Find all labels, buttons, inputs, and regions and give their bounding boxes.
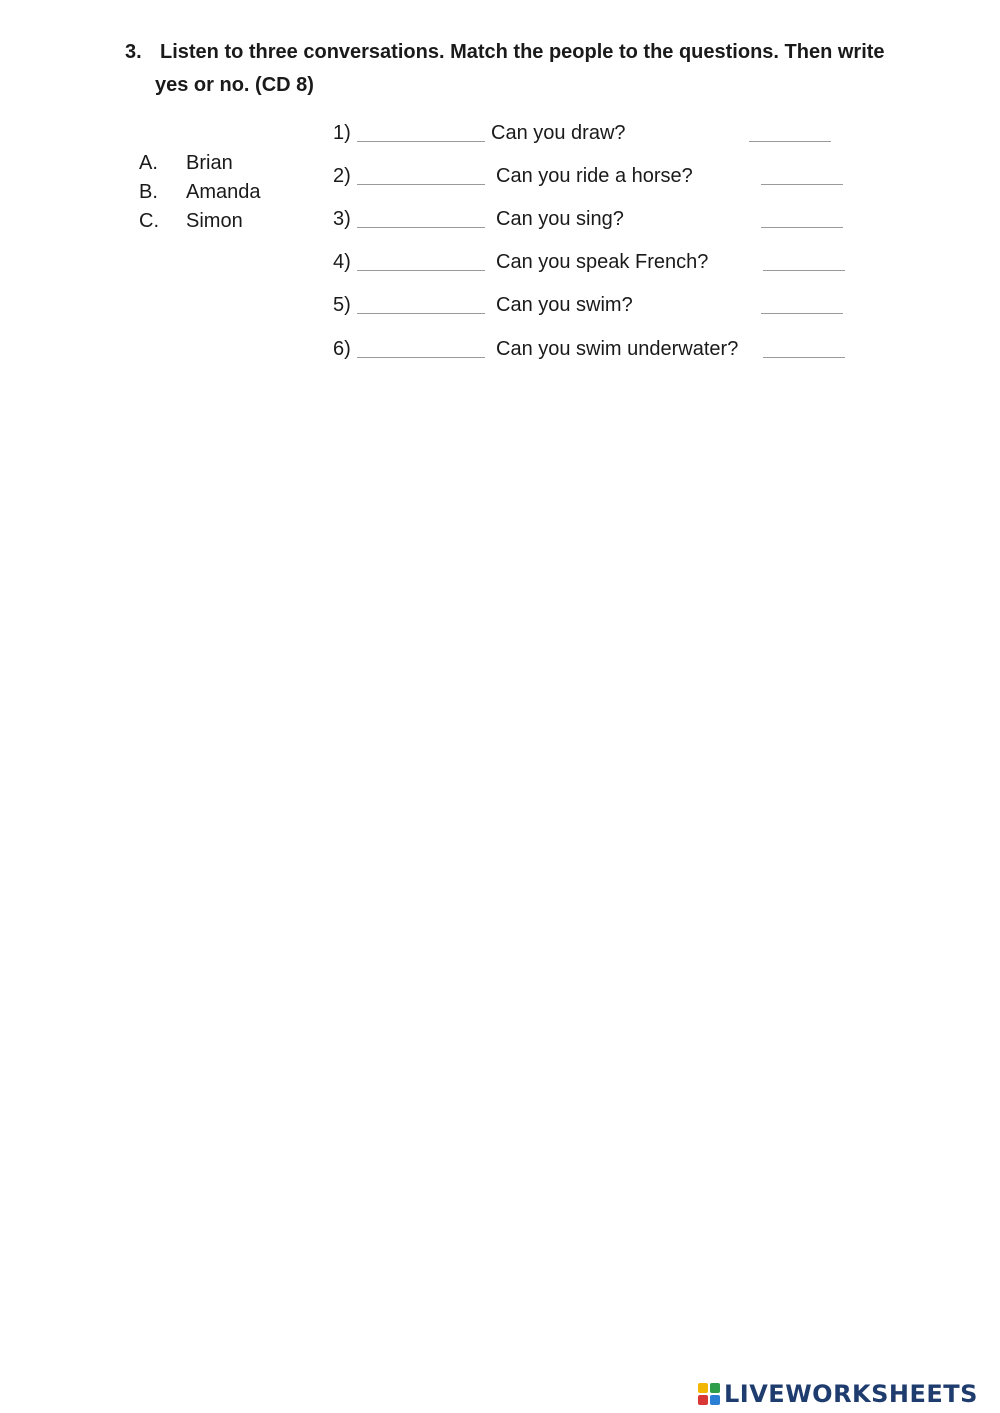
question-number: 5) bbox=[333, 294, 351, 316]
yes-no-answer-blank[interactable] bbox=[763, 270, 845, 271]
yes-no-answer-blank[interactable] bbox=[749, 141, 831, 142]
logo-square bbox=[698, 1395, 708, 1405]
question-number: 1) bbox=[333, 122, 351, 144]
logo-square bbox=[710, 1395, 720, 1405]
logo-mark-icon bbox=[698, 1383, 720, 1405]
liveworksheets-logo bbox=[698, 1377, 978, 1411]
person-answer-blank[interactable] bbox=[357, 357, 485, 358]
logo-square bbox=[710, 1383, 720, 1393]
person-letter: A. bbox=[139, 152, 158, 174]
question-number: 2) bbox=[333, 165, 351, 187]
instruction-text-line1: Listen to three conversations. Match the people to the questions. Then write bbox=[160, 41, 885, 63]
question-text: Can you ride a horse? bbox=[496, 165, 693, 187]
yes-no-answer-blank[interactable] bbox=[761, 313, 843, 314]
instruction-number: 3. bbox=[125, 41, 142, 63]
logo-wordmark: LIVEWORKSHEETS bbox=[724, 1380, 978, 1408]
person-answer-blank[interactable] bbox=[357, 270, 485, 271]
person-name: Brian bbox=[186, 152, 233, 174]
question-number: 4) bbox=[333, 251, 351, 273]
yes-no-answer-blank[interactable] bbox=[763, 357, 845, 358]
instruction-text-line2: yes or no. (CD 8) bbox=[155, 74, 314, 96]
yes-no-answer-blank[interactable] bbox=[761, 184, 843, 185]
yes-no-answer-blank[interactable] bbox=[761, 227, 843, 228]
person-answer-blank[interactable] bbox=[357, 313, 485, 314]
person-answer-blank[interactable] bbox=[357, 141, 485, 142]
person-name: Simon bbox=[186, 210, 243, 232]
question-text: Can you swim underwater? bbox=[496, 338, 739, 360]
question-number: 6) bbox=[333, 338, 351, 360]
logo-square bbox=[698, 1383, 708, 1393]
person-answer-blank[interactable] bbox=[357, 184, 485, 185]
question-text: Can you draw? bbox=[491, 122, 626, 144]
question-number: 3) bbox=[333, 208, 351, 230]
person-letter: B. bbox=[139, 181, 158, 203]
person-answer-blank[interactable] bbox=[357, 227, 485, 228]
person-letter: C. bbox=[139, 210, 159, 232]
question-text: Can you speak French? bbox=[496, 251, 709, 273]
question-text: Can you sing? bbox=[496, 208, 624, 230]
question-text: Can you swim? bbox=[496, 294, 633, 316]
person-name: Amanda bbox=[186, 181, 261, 203]
